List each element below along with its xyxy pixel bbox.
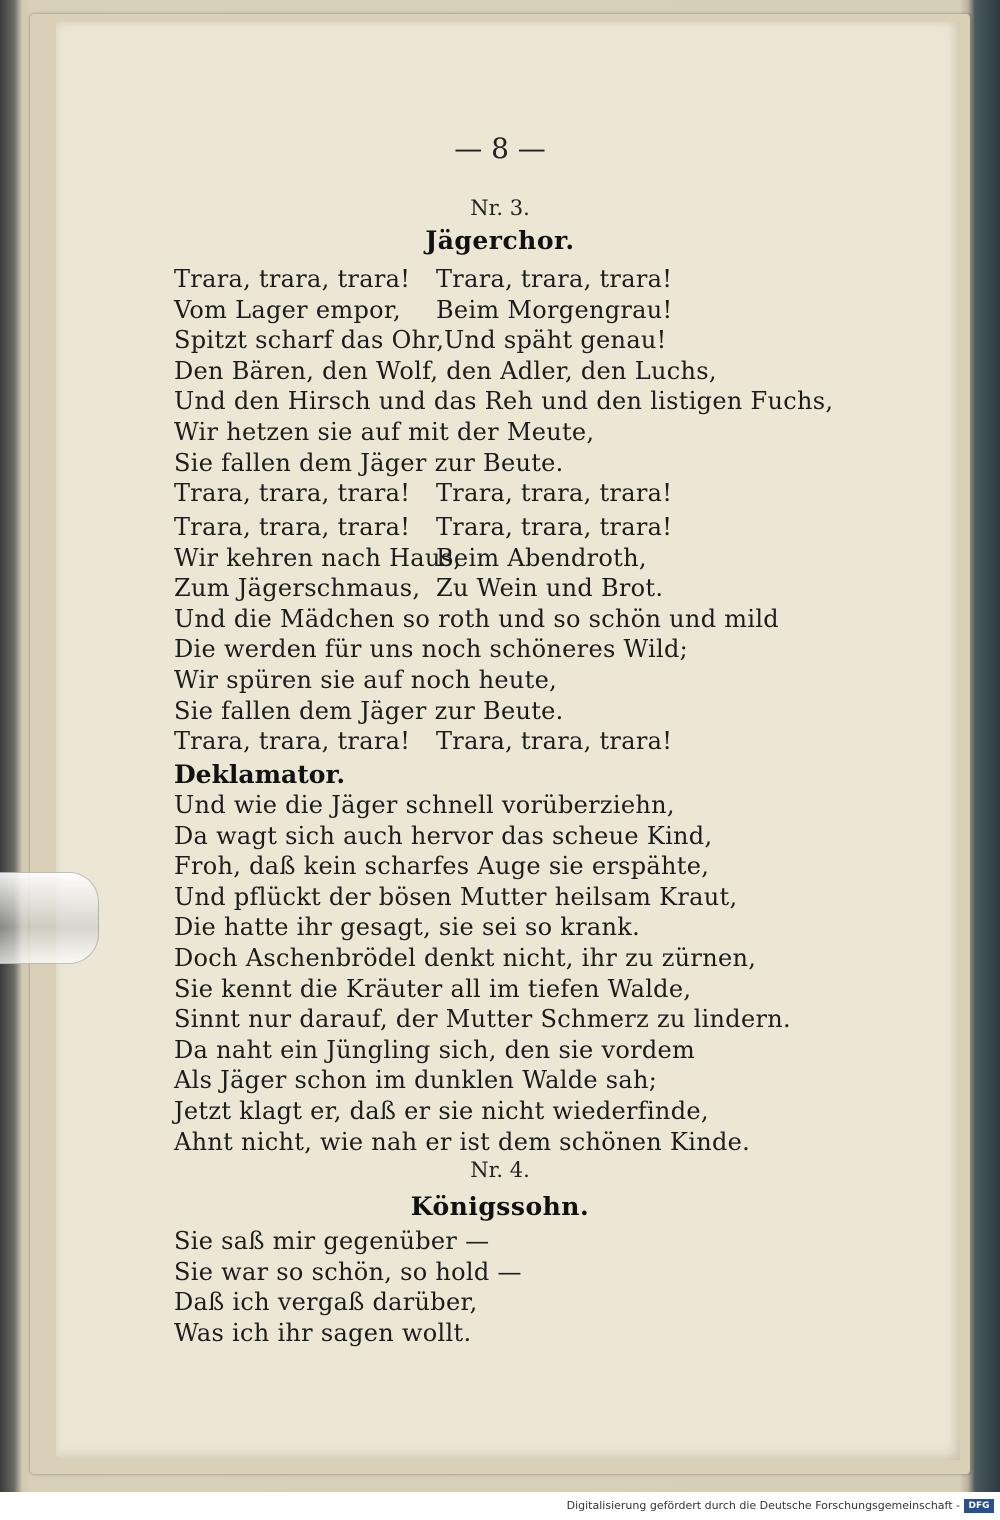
verse-line: Sie fallen dem Jäger zur Beute.: [174, 696, 564, 725]
verse-line: Vom Lager empor, Beim Morgengrau!: [174, 295, 673, 324]
verse-line: Und den Hirsch und das Reh und den listigen Fuchs,: [174, 387, 834, 416]
stanza-1: [174, 264, 854, 509]
deklamator-text: [174, 790, 854, 1157]
verse-line: Froh, daß kein scharfes Auge sie erspähte,: [174, 852, 710, 881]
page-clip: [0, 872, 99, 964]
verse-line: Sie fallen dem Jäger zur Beute.: [174, 448, 564, 477]
page-number: — 8 —: [454, 132, 546, 165]
stanza-2: [174, 512, 854, 757]
verse-line: Sinnt nur darauf, der Mutter Schmerz zu lindern.: [174, 1005, 791, 1034]
koenigssohn-text: [174, 1226, 854, 1348]
dfg-logo: DFG: [964, 1499, 994, 1513]
verse-line: Und wie die Jäger schnell vorüberziehn,: [174, 791, 675, 819]
verse-line: Spitzt scharf das Ohr,Und späht genau!: [174, 326, 667, 355]
verse-line: Da naht ein Jüngling sich, den sie vordem: [174, 1035, 696, 1064]
section-title-2: Königssohn.: [410, 1192, 590, 1221]
verse-line: Trara, trara, trara! Trara, trara, trara!: [174, 479, 673, 508]
verse-line: Und die Mädchen so roth und so schön und mild: [174, 604, 779, 633]
verse-line: Trara, trara, trara! Trara, trara, trara!: [174, 265, 673, 293]
verse-line: Die hatte ihr gesagt, sie sei so krank.: [174, 913, 641, 942]
verse-line: Die werden für uns noch schöneres Wild;: [174, 635, 689, 664]
verse-line: Was ich ihr sagen wollt.: [174, 1318, 472, 1347]
verse-line: Daß ich vergaß darüber,: [174, 1288, 478, 1317]
verse-line: Da wagt sich auch hervor das scheue Kind,: [174, 821, 713, 850]
verse-line: Jetzt klagt er, daß er sie nicht wiederfinde,: [174, 1096, 709, 1125]
verse-line: Wir kehren nach Haus,Beim Abendroth,: [174, 543, 647, 572]
section-title: Jägerchor.: [425, 226, 575, 255]
verse-line: Sie kennt die Kräuter all im tiefen Walde,: [174, 974, 692, 1003]
verse-line: Ahnt nicht, wie nah er ist dem schönen Kinde.: [174, 1127, 751, 1156]
verse-line: Wir hetzen sie auf mit der Meute,: [174, 417, 595, 446]
dfg-credit: Digitalisierung gefördert durch die Deutsche Forschungsgemeinschaft -: [566, 1499, 960, 1512]
verse-line: Sie war so schön, so hold —: [174, 1257, 522, 1286]
verse-line: Und pflückt der bösen Mutter heilsam Kraut,: [174, 882, 738, 911]
verse-line: Zum Jägerschmaus, Zu Wein und Brot.: [174, 574, 664, 603]
verse-line: Den Bären, den Wolf, den Adler, den Luchs,: [174, 356, 717, 385]
verse-line: Wir spüren sie auf noch heute,: [174, 665, 558, 694]
verse-line: Als Jäger schon im dunklen Walde sah;: [174, 1066, 658, 1095]
verse-line: Doch Aschenbrödel denkt nicht, ihr zu zürnen,: [174, 943, 757, 972]
verse-line: Trara, trara, trara! Trara, trara, trara!: [174, 513, 673, 541]
section-number: Nr. 3.: [470, 196, 530, 220]
deklamator-title: Deklamator.: [174, 760, 346, 789]
section-number-2: Nr. 4.: [470, 1158, 530, 1182]
verse-line: Sie saß mir gegenüber —: [174, 1227, 490, 1255]
verse-line: Trara, trara, trara! Trara, trara, trara!: [174, 727, 673, 756]
